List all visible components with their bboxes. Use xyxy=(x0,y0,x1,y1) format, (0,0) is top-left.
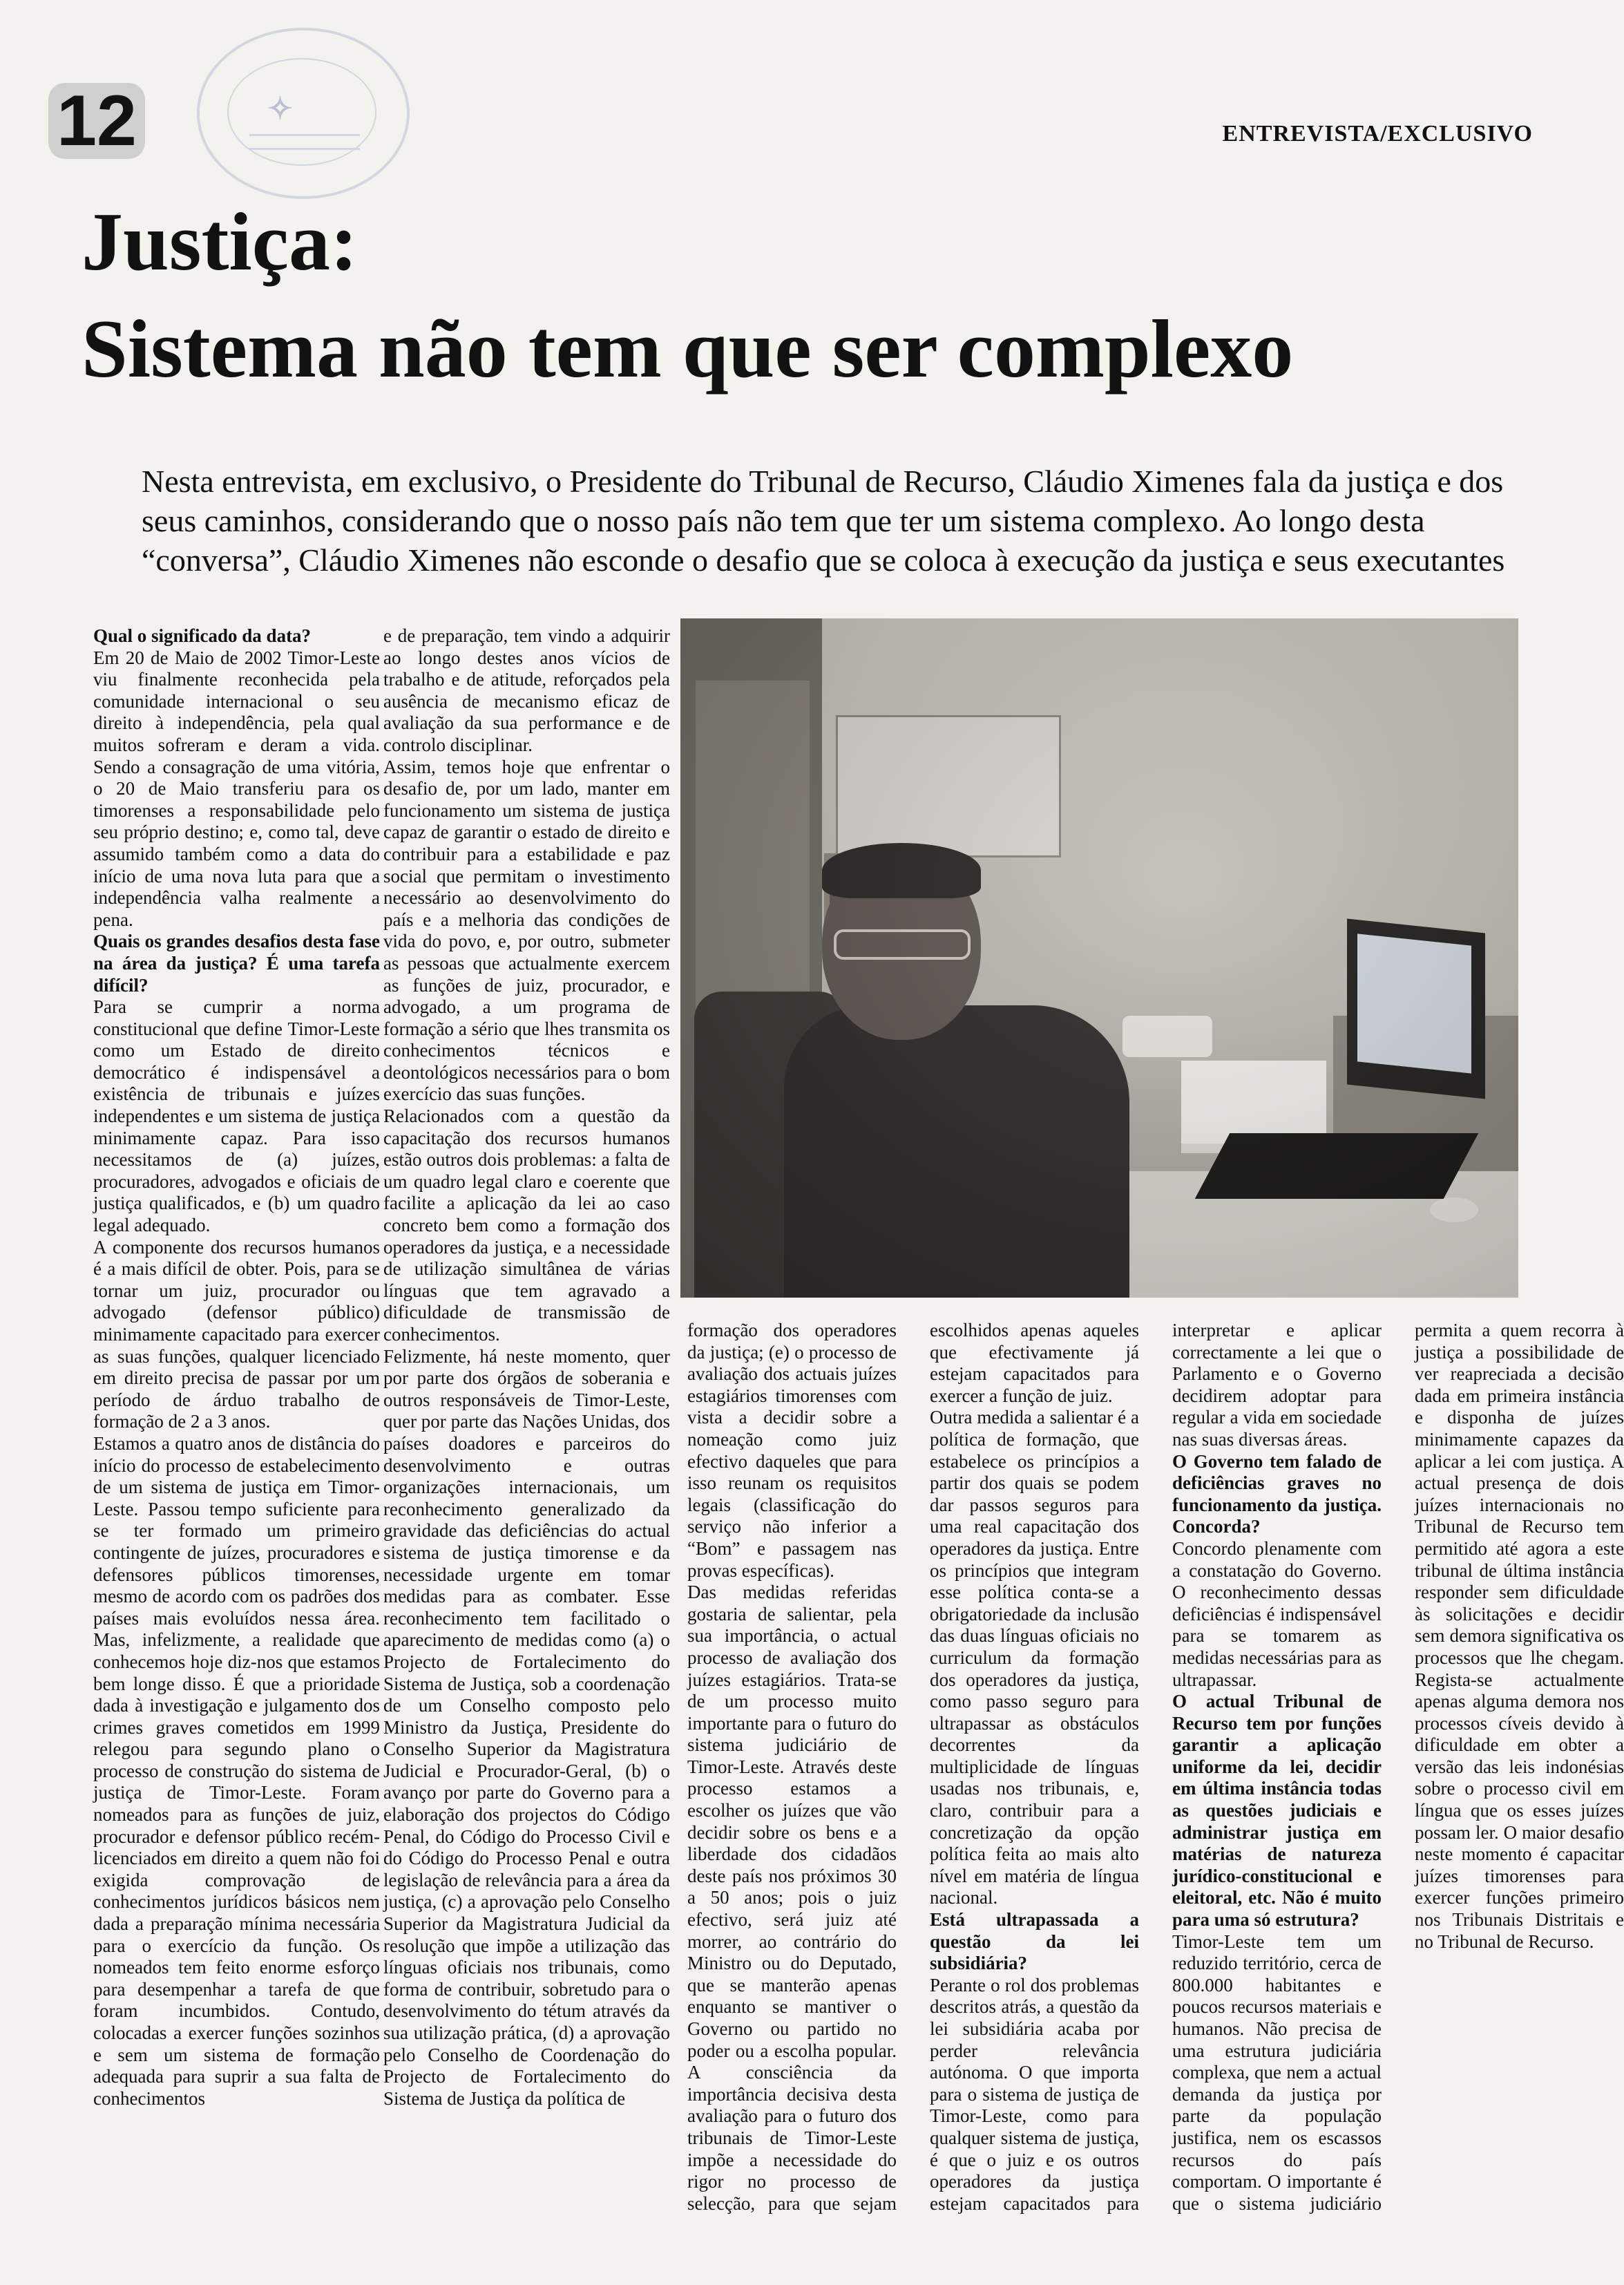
answer-paragraph: Felizmente, há neste momento, quer por parte dos órgãos de soberania e outros responsáveis de Timor-Leste, quer por parte das Nações Unidas, dos países doadores e parceiros do desenvolvimento e outras organizações internacionais, um reconhecimento generalizado da gravidade das deficiências do actual sistema de justiça timorense e da necessidade urgente em tomar medidas para as combater. Esse reconhecimento tem facilitado o aparecimento de medidas como (a) o Projecto de Fortalecimento do Sistema de Justiça, sob a coordenação de um Conselho composto pelo Ministro da Justiça, Presidente do Conselho Superior da Magistratura Judicial e Procurador-Geral, (b) o avanço por parte do Governo para a elaboração dos projectos do Código Penal, do Código do Processo Civil e do Código do Processo Penal e outra legislação de relevância para a área da justiça, (c) a aprovação pelo Conselho Superior da Magistratura Judicial da resolução que impõe a utilização das línguas oficiais nos tribunais, como forma de contribuir, sobretudo para o desenvolvimento do tétum através da sua utilização prática, (d) a aprovação pelo Conselho de Coordenação do Projecto de Fortalecimento do Sistema de Justiça da política de xyxy=(383,1345,670,2109)
headline-line-1: Justiça: xyxy=(82,196,358,287)
question: Qual o significado da data? xyxy=(93,625,312,646)
headline-line-2: Sistema não tem que ser complexo xyxy=(82,303,1294,395)
answer-paragraph: A componente dos recursos humanos é a mais difícil de obter. Pois, para se tornar um juiz, procurador ou advogado (defensor público) minimamente capacitado para exercer as suas funções, qualquer licenciado em direito precisa de passar por um período de árduo trabalho de formação de 2 a 3 anos. xyxy=(93,1236,380,1432)
section-label: ENTREVISTA/EXCLUSIVO xyxy=(1222,121,1533,146)
question: O actual Tribunal de Recurso tem por funções garantir a aplicação uniforme da lei, decidir em última instância todas as questões judiciais e administrar justiça em matérias de natureza jurídico-constitucional e eleitoral, etc. Não é muito para uma só estrutura? xyxy=(1172,1691,1382,1931)
answer-paragraph: Concordo plenamente com a constatação do Governo. O reconhecimento dessas deficiências é indispensável para se tomarem as medidas necessárias para as ultrapassar. xyxy=(1172,1537,1382,1690)
question: O Governo tem falado de deficiências graves no funcionamento da justiça. Concorda? xyxy=(1172,1450,1382,1537)
answer-paragraph: e de preparação, tem vindo a adquirir ao longo destes anos vícios de trabalho e de atitude, reforçados pela ausência de mecanismo eficaz de avaliação da sua performance e de controlo disciplinar. xyxy=(383,625,670,755)
question: Quais os grandes desafios desta fase na área da justiça? É uma tarefa difícil? xyxy=(93,931,380,996)
answer-paragraph: Em 20 de Maio de 2002 Timor-Leste viu finalmente reconhecida pela comunidade internacional o seu direito à independência, pela qual muitos sofreram e deram a vida. Sendo a consagração de uma vitória, o 20 de Maio transferiu para os timorenses a responsabilidade pelo seu próprio destino; e, como tal, deve assumido também como a data do início de uma nova luta para que a independência valha realmente a pena. xyxy=(93,647,380,930)
archive-stamp-line xyxy=(249,148,360,150)
article-column-1 xyxy=(93,625,380,2235)
answer-paragraph: Estamos a quatro anos de distância do início do processo de estabelecimento de um sistema de justiça em Timor-Leste. Passou tempo suficiente para se ter formado um primeiro contingente de juízes, procuradores e defensores públicos timorenses, mesmo de acordo com os padrões dos países mais evoluídos nessa área. Mas, infelizmente, a realidade que conhecemos hoje diz-nos que estamos bem longe disso. É que a prioridade dada à investigação e julgamento dos crimes graves cometidos em 1999 relegou para segundo plano o processo de construção do sistema de justiça de Timor-Leste. Foram nomeados para as funções de juiz, procurador e defensor público recém-licenciados em direito a quem não foi exigida comprovação de conhecimentos jurídicos básicos nem dada a preparação mínima necessária para o exercício da função. Os nomeados tem feito enorme esforço para desempenhar a tarefa de que foram incumbidos. Contudo, colocadas a exercer funções sozinhos e sem um sistema de formação adequada para suprir a sua falta de conhecimentos xyxy=(93,1432,380,2109)
answer-paragraph: formação dos operadores da justiça; (e) o processo de avaliação dos actuais juízes estagiários timorenses com vista a decidir sobre a nomeação como juiz efectivo daqueles que para isso reunam os requisitos legais (classificação do serviço não inferior a “Bom” e passagem nas provas específicas). xyxy=(687,1320,897,1581)
answer-paragraph: Das medidas referidas gostaria de salientar, pela sua importância, o actual processo de avaliação dos juízes estagiários. Trata-se de um processo muito importante para o futuro do sistema judiciário de Timor-Leste. Através deste processo estamos a escolher os juízes que vão decidir sobre os bens e a liberdade dos cidadãos deste país nos próximos 30 a 50 anos; pois o juiz efectivo, será juiz até morrer, ao contrário do Ministro ou do Deputado, que se manterão apenas enquanto se mantiver o Governo ou partido no poder ou a escolha popular. A consciência da importância decisiva desta avaliação para o futuro dos tribunais de Timor-Leste impõe a necessidade do rigor no processo de selecção, para que sejam escolhidos apenas aqueles que efectivamente já estejam capacitados para exercer a função de juiz. xyxy=(687,1320,1139,2214)
photo-shading xyxy=(680,618,1518,1298)
answer-paragraph: Perante o rol dos problemas descritos atrás, a questão da lei subsidiária acaba por perder relevância autónoma. O que importa para o sistema de justiça de Timor-Leste, como para qualquer sistema de justiça, é que o juiz e os outros operadores da justiça estejam capacitados para interpretar e aplicar correctamente a lei que o Parlamento e o Governo decidirem adoptar para regular a vida em sociedade nas suas diversas áreas. xyxy=(930,1320,1382,2214)
interview-photo xyxy=(680,618,1518,1298)
article-columns-3-to-5 xyxy=(687,1320,1624,2235)
answer-paragraph: Outra medida a salientar é a política de formação, que estabelece os princípios a partir dos quais se podem dar passos seguros para uma real capacitação dos operadores da justiça. Entre os princípios que integram esse política conta-se a obrigatoriedade da inclusão das duas línguas oficiais no curriculum da formação dos operadores da justiça, como passo seguro para ultrapassar as obstáculos decorrentes da multiplicidade de línguas usadas nos tribunais, e, claro, contribuir para a concretização da opção política feita ao mais alto nível em matéria de língua nacional. xyxy=(930,1407,1139,1908)
answer-paragraph: Relacionados com a questão da capacitação dos recursos humanos estão outros dois problemas: a falta de um quadro legal claro e coerente que facilite a aplicação da lei ao caso concreto bem como a formação dos operadores da justiça, e a necessidade de utilização simultânea de várias línguas que tem agravado a dificuldade de transmissão de conhecimentos. xyxy=(383,1106,670,1345)
lead-paragraph: Nesta entrevista, em exclusivo, o Presidente do Tribunal de Recurso, Cláudio Ximenes fala da justiça e dos seus caminhos, considerando que o nosso país não tem que ter um sistema complexo. Ao longo desta “conversa”, Cláudio Ximenes não esconde o desafio que se coloca à execução da justiça e seus executantes xyxy=(142,464,1505,578)
archive-stamp xyxy=(197,28,410,199)
page-number: 12 xyxy=(48,83,145,159)
archive-stamp-line xyxy=(249,134,360,136)
question: Está ultrapassada a questão da lei subsidiária? xyxy=(930,1909,1139,1974)
answer-paragraph: Para se cumprir a norma constitucional que define Timor-Leste como um Estado de direito democrático é indispensável a existência de tribunais e juízes independentes e um sistema de justiça minimamente capaz. Para isso necessitamos de (a) juízes, procuradores, advogados e oficiais de justiça qualificados, e (b) um quadro legal adequado. xyxy=(93,996,380,1236)
archive-stamp-emblem: ✧ xyxy=(267,92,293,126)
answer-paragraph: Assim, temos hoje que enfrentar o desafio de, por um lado, manter em funcionamento um sistema de justiça capaz de garantir o estado de direito e contribuir para a estabilidade e paz social que permitam o investimento necessário ao desenvolvimento do país e a melhoria das condições de vida do povo, e, por outro, submeter as pessoas que actualmente exercem as funções de juiz, procurador, e advogado, a um programa de formação a sério que lhes transmita os conhecimentos técnicos e deontológicos necessários para o bom exercício das suas funções. xyxy=(383,756,670,1105)
answer-paragraph: Timor-Leste tem um reduzido território, cerca de 800.000 habitantes e poucos recursos materiais e humanos. Não precisa de uma estrutura judiciária complexa, que nem a actual demanda da justiça por parte da população justifica, nem os escassos recursos do país comportam. O importante é que o sistema judiciário permita a quem recorra à justiça a possibilidade de ver reapreciada a decisão dada em primeira instância e disponha de juízes minimamente capazes da aplicar a lei com justiça. A actual presença de dois juízes internacionais no Tribunal de Recurso tem permitido até agora a este tribunal de última instância responder sem dificuldade às solicitações e decidir sem demora significativa os processos que lhe chegam. Regista-se actualmente apenas alguma demora nos processos cíveis devido à dificuldade em obter a versão das leis indonésias sobre o processo civil em língua que os esses juízes possam ler. O maior desafio neste momento é capacitar juízes timorenses para exercer funções primeiro nos Tribunais Distritais e no Tribunal de Recurso. xyxy=(1172,1320,1624,2214)
article-column-2 xyxy=(383,625,670,2235)
